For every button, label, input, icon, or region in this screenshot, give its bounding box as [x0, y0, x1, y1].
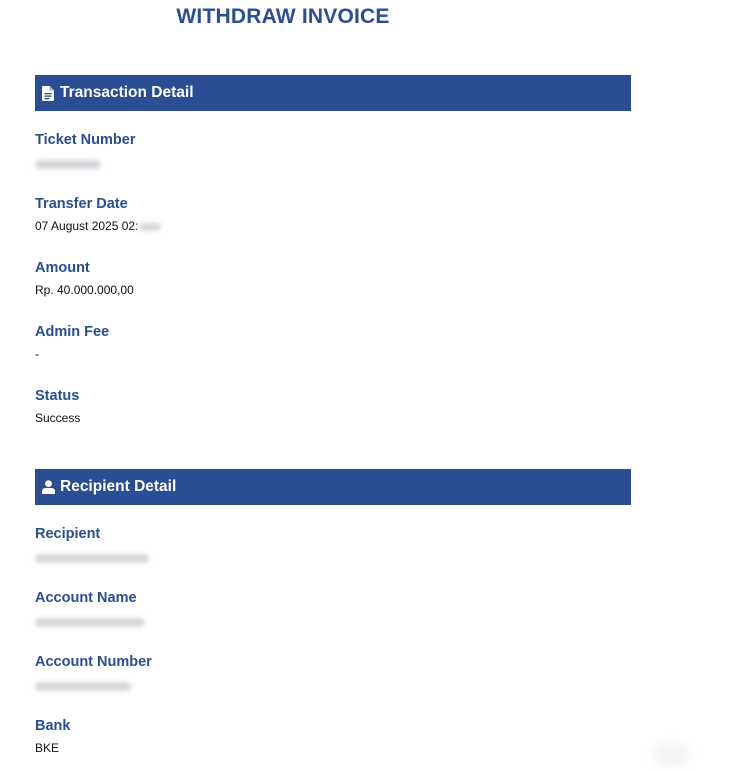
document-icon: [42, 86, 54, 101]
transfer-date-field: [35, 195, 161, 234]
recipient-field: [35, 525, 149, 564]
amount-field: [35, 259, 134, 298]
recipient-value: [35, 548, 149, 564]
status-value: Success: [35, 411, 81, 425]
ticket-number-label: Ticket Number: [35, 132, 136, 148]
page-title: WITHDRAW INVOICE: [176, 5, 390, 28]
redacted-ticket-number: [35, 160, 101, 169]
account-name-field: [35, 589, 145, 628]
redacted-account-number: [35, 682, 131, 691]
bank-value: BKE: [35, 741, 60, 755]
amount-label: Amount: [35, 260, 90, 276]
account-name-value: [35, 612, 145, 628]
transaction-detail-title: Transaction Detail: [60, 84, 194, 101]
ticket-number-value: [35, 154, 135, 170]
admin-fee-label: Admin Fee: [35, 324, 110, 340]
status-label: Status: [35, 388, 80, 404]
recipient-label: Recipient: [35, 526, 101, 542]
redacted-transfer-time: [139, 223, 161, 231]
user-icon: [42, 480, 54, 495]
admin-fee-field: [35, 323, 109, 362]
ticket-number-field: [35, 131, 135, 170]
bank-field: [35, 717, 70, 756]
status-field: [35, 387, 80, 426]
transaction-detail-header: [35, 75, 631, 111]
account-number-value: [35, 676, 152, 692]
transfer-date-value: 07 August 2025 02:: [35, 218, 161, 234]
account-name-label: Account Name: [35, 590, 137, 606]
corner-smudge: [653, 743, 689, 765]
transfer-date-label: Transfer Date: [35, 196, 128, 212]
admin-fee-value: -: [35, 347, 39, 361]
redacted-recipient: [35, 554, 149, 563]
amount-value: Rp. 40.000.000,00: [35, 283, 134, 297]
recipient-detail-header: [35, 469, 631, 505]
recipient-detail-title: Recipient Detail: [60, 478, 177, 495]
account-number-field: [35, 653, 152, 692]
redacted-account-name: [35, 618, 145, 627]
bank-label: Bank: [35, 718, 71, 734]
account-number-label: Account Number: [35, 654, 152, 670]
